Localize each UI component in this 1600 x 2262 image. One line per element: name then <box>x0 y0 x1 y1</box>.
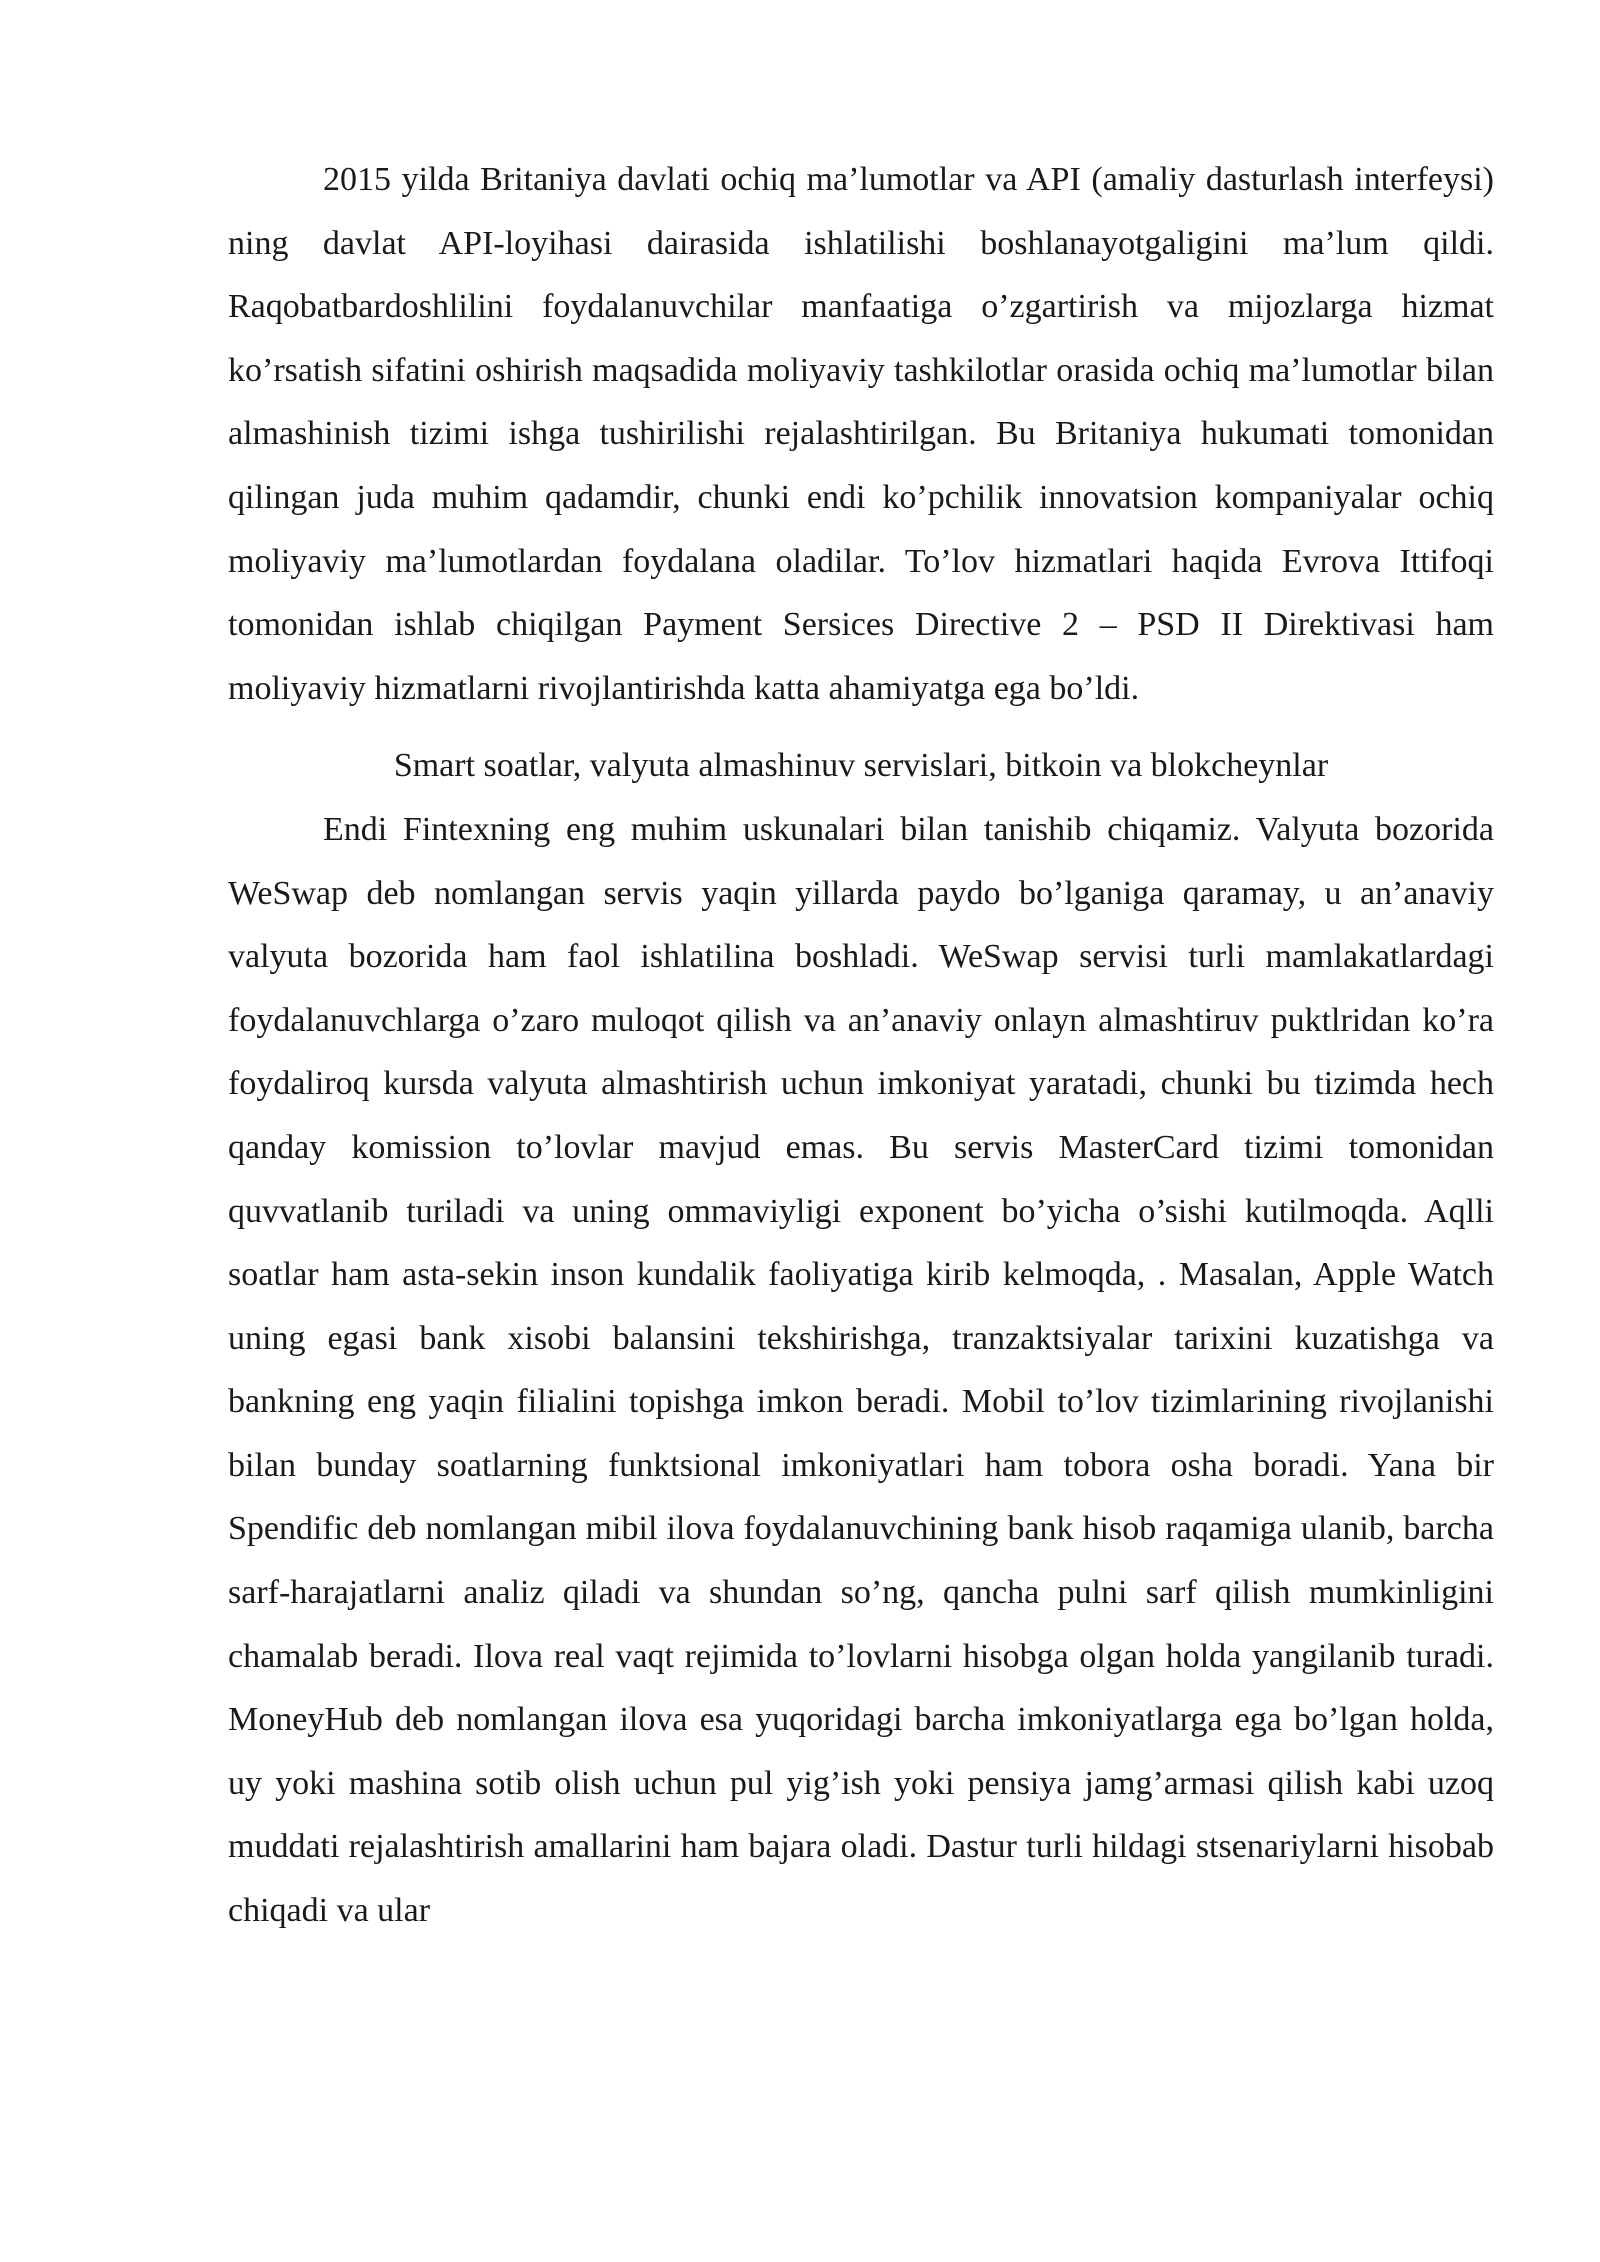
paragraph-fintech-tools: Endi Fintexning eng muhim uskunalari bilan tanishib chiqamiz. Valyuta bozorida WeSwap deb nomlangan servis yaqin yillarda paydo bo’lganiga qaramay, u an’anaviy valyuta bozorida ham faol ishlatilina boshladi. WeSwap servisi turli mamlakatlardagi foydalanuvchlarga o’zaro muloqot qilish va an’anaviy onlayn almashtiruv puktlridan ko’ra foydaliroq kursda valyuta almashtirish uchun imkoniyat yaratadi, chunki bu tizimda hech qanday komission to’lovlar mavjud emas. Bu servis MasterCard tizimi tomonidan quvvatlanib turiladi va uning ommaviyligi exponent bo’yicha o’sishi kutilmoqda. Aqlli soatlar ham asta-sekin inson kundalik faoliyatiga kirib kelmoqda, . Masalan, Apple Watch uning egasi bank xisobi balansini tekshirishga, tranzaktsiyalar tarixini kuzatishga va bankning eng yaqin filialini topishga imkon beradi. Mobil to’lov tizimlarining rivojlanishi bilan bunday soatlarning funktsional imkoniyatlari ham tobora osha boradi. Yana bir Spendific deb nomlangan mibil ilova foydalanuvchining bank hisob raqamiga ulanib, barcha sarf-harajatlarni analiz qiladi va shundan so’ng, qancha pulni sarf qilish mumkinligini chamalab beradi. Ilova real vaqt rejimida to’lovlarni hisobga olgan holda yangilanib turadi. MoneyHub deb nomlangan ilova esa yuqoridagi barcha imkoniyatlarga ega bo’lgan holda, uy yoki mashina sotib olish uchun pul yig’ish yoki pensiya jamg’armasi qilish kabi uzoq muddati rejalashtirish amallarini ham bajara oladi. Dastur turli hildagi stsenariylarni hisobab chiqadi va ular <box>228 810 1494 1930</box>
paragraph-open-data-api: 2015 yilda Britaniya davlati ochiq ma’lumotlar va API (amaliy dasturlash interfeysi) ning davlat API-loyihasi dairasida ishlatilishi boshlanayotgaligini ma’lum qildi. Raqobatbardoshlilini foydalanuvchilar manfaatiga o’zgartirish va mijozlarga hizmat ko’rsatish sifatini oshirish maqsadida moliyaviy tashkilotlar orasida ochiq ma’lumotlar bilan almashinish tizimi ishga tushirilishi rejalashtirilgan. Bu Britaniya hukumati tomonidan qilingan juda muhim qadamdir, chunki endi ko’pchilik innovatsion kompaniyalar ochiq moliyaviy ma’lumotlardan foydalana oladilar. To’lov hizmatlari haqida Evrova Ittifoqi tomonidan ishlab chiqilgan Payment Sersices Directive 2 – PSD II Direktivasi ham moliyaviy hizmatlarni rivojlantirishda katta ahamiyatga ega bo’ldi. <box>228 161 1494 707</box>
section-heading: Smart soatlar, valyuta almashinuv servislari, bitkoin va blokcheynlar <box>393 747 1329 785</box>
document-page <box>228 148 1494 1943</box>
